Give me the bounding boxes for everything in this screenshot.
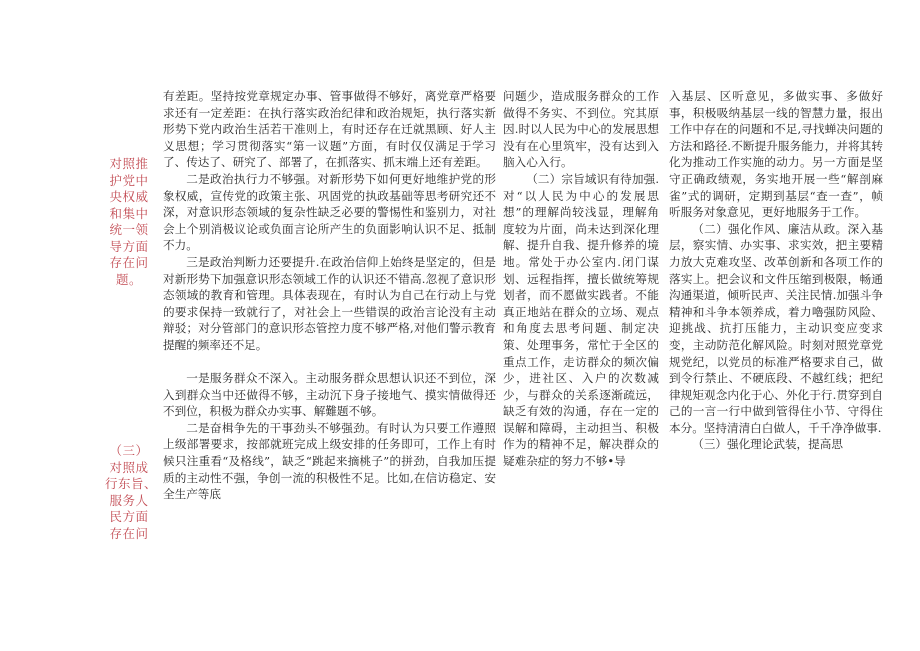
paragraph: 有差距。坚持按党章规定办事、管事做得不够好，离党章严格要求还有一定差距：在执行落实政治纪律和政治规矩，执行落实新形势下党内政治生活若干准则上，有时还存在迁就黑顾、好人主义思想；学习贯彻落实“第一议题”方面，有时仅仅满足于学习了、传达了、研究了、部署了，在抓落实、抓末端上还有差距。 (163, 89, 496, 170)
side-note-line: 央权威 (109, 189, 149, 204)
paragraph: 二是政治执行力不够强。对新形势下如何更好地维护党的形象权威，宣传党的政策主张、巩固党的执政基础等思考研究还不深，对意识形态领域的复杂性缺乏必要的警惕性和鉴别力，对社会上个别消极议论或负面言论所产生的负面影响认识不足、抵制不力。 (163, 171, 496, 253)
paragraph: （三）强化理论武装，提高思 (692, 437, 843, 452)
side-note-line: 护党中 (109, 172, 149, 188)
side-note-line: 存在问 (109, 525, 149, 541)
side-note-line: 统一领 (109, 222, 149, 237)
paragraph: （二）宗旨域识有待加强.对“以人民为中心的发展思想”的理解尚较浅显，理解角度较为片面，尚未达到深化理解、提升自我、提升修养的境地。常处于办公室内.闭门谋划、远程指挥，擅长做统筹规划者，而不愿做实践者。不能真正地站在群众的立场、观点和角度去思考问题、制定决策、处理事务，常忙于全区的重点工作，走访群众的频次偏少，进社区、入户的次数减少，与群众的关系逐渐疏远，缺乏有效的沟通，存在一定的误解和障碍，主动担当、积极作为的精神不足，解决群众的疑难杂症的努力不够•导 (503, 171, 659, 469)
side-note-line: 对照推 (109, 156, 149, 171)
paragraph: 三是政治判断力还要提升.在政治信仰上始终是坚定的，但是对新形势下加强意识形态领域工作的认识还不错高.忽视了意识形态领域的教育和管理。具体表现在，有时认为自己在行动上与党的要求保持一致就行了，对社会上一些错误的政治言论没有主动辩驳；对分管部门的意识形态管控力度不够严格,对他们警示教育提醒的频率还不足。 (163, 254, 496, 352)
side-note-line: 存在问 (109, 255, 149, 270)
side-note-line: 题。 (115, 271, 142, 287)
paragraph: 一是服务群众不深入。主动服务群众思想认识还不到位，深入到群众当中还做得不够，主动沉下身子接地气、摸实情做得还不到位，积极为群众办实事、解難题不够。 (163, 371, 496, 419)
side-note-political (105, 156, 153, 288)
paragraph: （二）强化作风、廉洁从政。深入基层，察实情、办实事、求实效，把主要精力放大克难攻坚、改革创新和各项工作的落实上。把会议和文件压缩到极限，畅通沟通渠道，倾听民声、关注民情.加强斗争精神和斗争本领养成，着力嚕强防风险、迎挑战、抗打压能力，主动识变应变求变，主动防范化解风险。时刻对照党章党规党纪，以党员的标准严格要求自己，做到令行禁止、不硬底段、不越红线；把纪律规矩观念内化于心、外化于行.贯穿到自己的一言一行中做到管得住小节、守得住本分。坚持清清白白做人，千千净净做事. (669, 221, 883, 435)
side-note-serve-people (105, 443, 158, 542)
paragraph: 二是奋楫争先的干事劲头不够强劲。有时认为只要工作遵照上级部署要求，按部就班完成上级安排的任务即可，工作上有时候只注重看“及格线”，缺乏“跳起来摘桃子”的拼劲，自我加压提质的主动性不强，争创一流的积极性不足。比如,在信访稳定、安全生产等底 (163, 420, 496, 502)
side-note-line: 对照成 (109, 459, 149, 475)
side-note-line: （三） (109, 443, 149, 458)
side-note-line: 民方面 (109, 509, 149, 524)
paragraph: 入基层、区听意见，多做实事、多做好事，积极吸纳基层一线的智慧力量，报出工作中存在的问题和不足,寻找蝉决问题的方法和路径.不断提升服务能力，并将其转化为推动工作实施的动力。另一方面是坚守正确政绩观，务实地开展一些“解剖麻雀”式的调研，定期到基层“查一查”，帧听服务对象意见，更好地服务于工作。 (669, 89, 883, 220)
text-column-middle (503, 88, 659, 470)
side-note-line: 和集中 (109, 205, 149, 221)
text-column-right (669, 88, 883, 453)
paragraph-spacer (163, 354, 496, 371)
side-note-line: 服务人 (109, 492, 149, 508)
side-note-line: 导方面 (109, 238, 149, 254)
text-column-left (163, 88, 496, 503)
paragraph: 问题少，造成服务群众的工作做得不务实、不到位。究其原因.时以人民为中心的发展思想没有在心里筑牢，没有达到入脑入心入行。 (503, 89, 659, 170)
side-note-line: 行东旨、 (105, 476, 158, 491)
